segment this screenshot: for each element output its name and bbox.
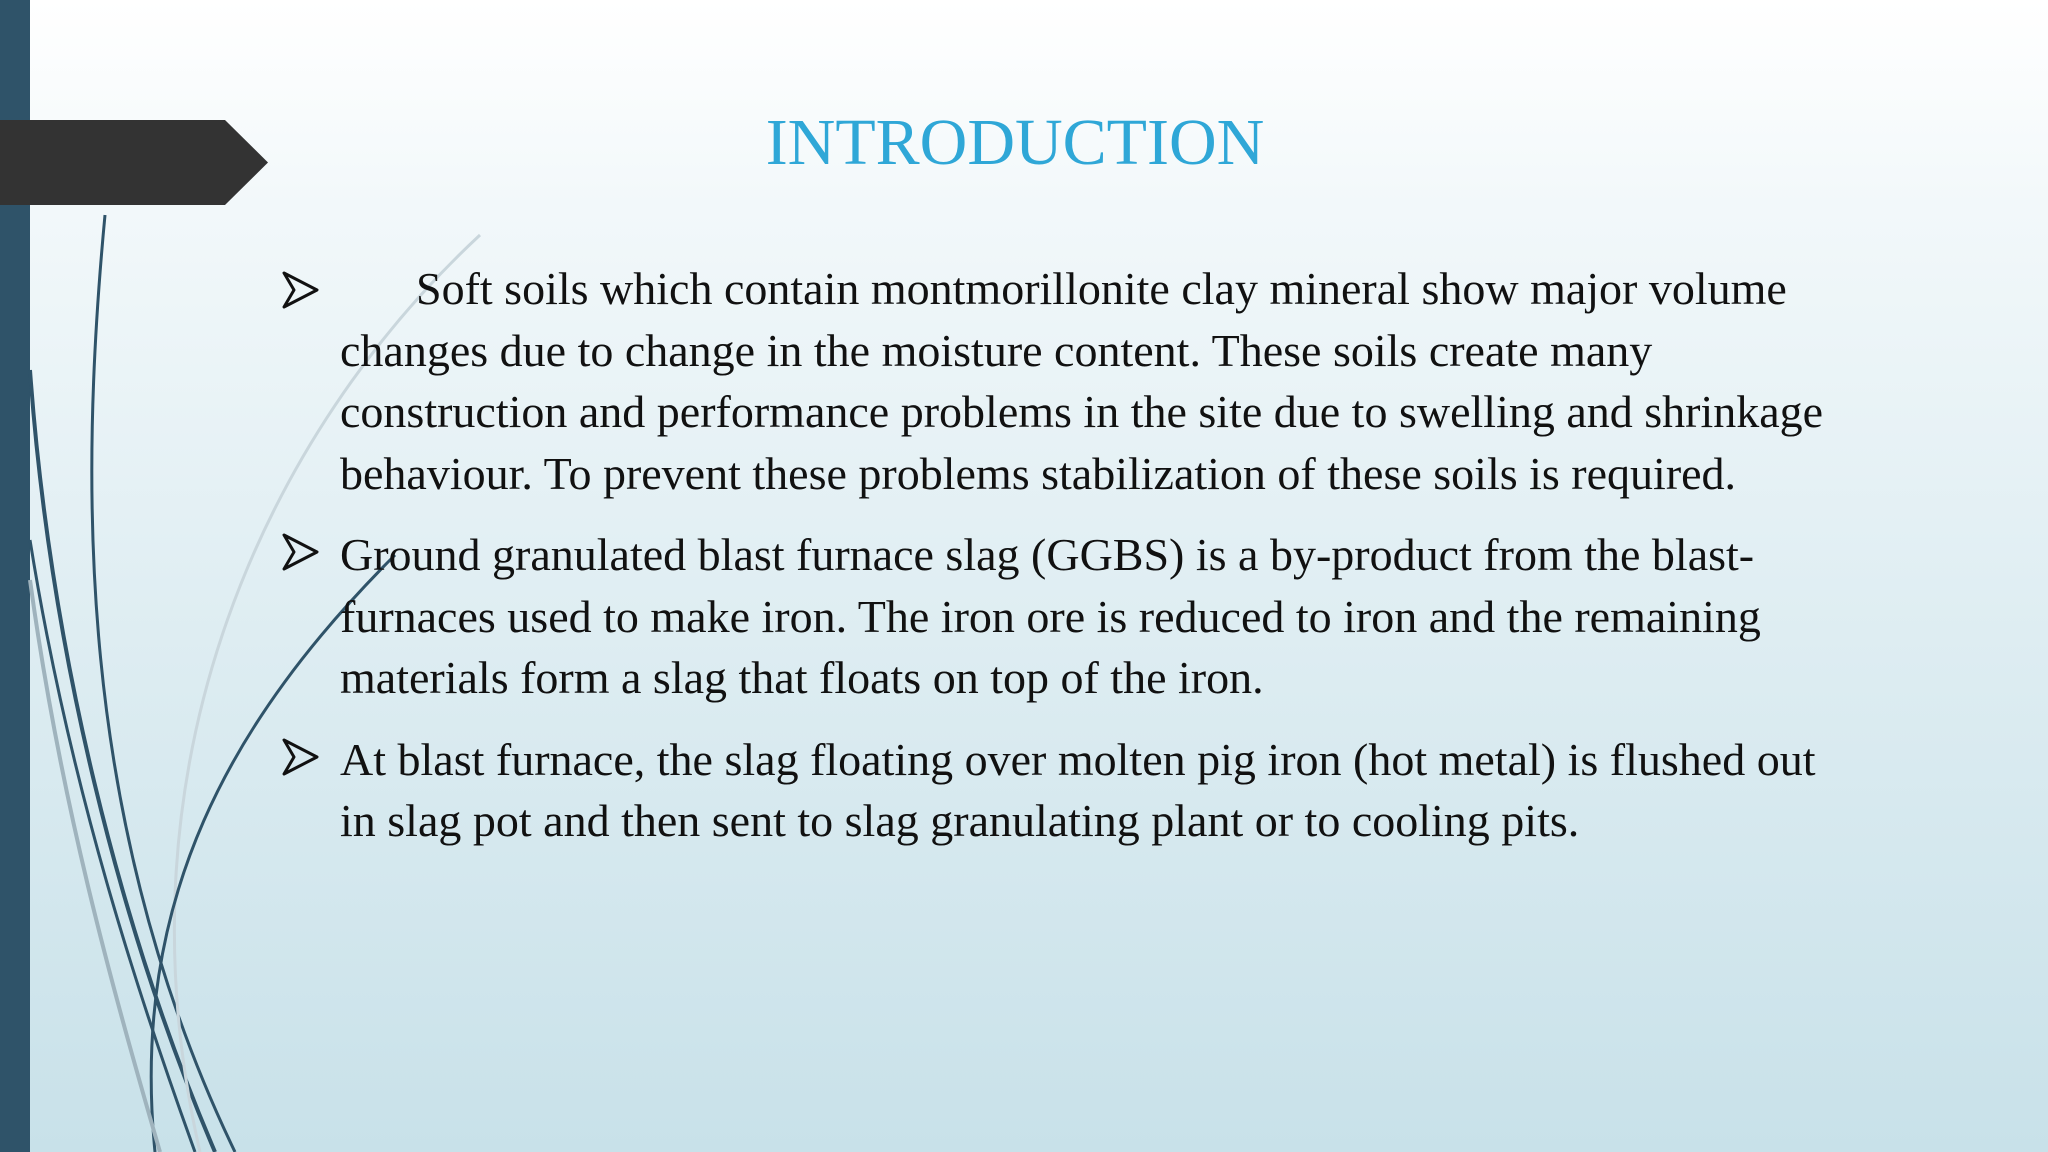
bullet-item <box>282 524 1862 709</box>
title-pointer-tab <box>0 120 268 205</box>
slide-title: INTRODUCTION <box>765 106 1265 179</box>
bullet-text: Soft soils which contain montmorillonite clay mineral show major volume changes due to change in the moisture content. These soils create many construction and performance problems in the site due to swelling and shrinkage behaviour. To prevent these problems stabilization of these soils is required. <box>340 263 1824 499</box>
bullet-item <box>282 258 1862 504</box>
bullet-text: Ground granulated blast furnace slag (GGBS) is a by-product from the blast-furnaces used to make iron. The iron ore is reduced to iron and the remaining materials form a slag that floats on top of the iron. <box>340 529 1761 703</box>
arrowhead-bullet-icon <box>282 270 320 310</box>
arrowhead-bullet-icon <box>282 737 320 777</box>
bullet-item <box>282 729 1862 852</box>
arrowhead-bullet-icon <box>282 532 320 572</box>
bullet-text: At blast furnace, the slag floating over molten pig iron (hot metal) is flushed out in slag pot and then sent to slag granulating plant or to cooling pits. <box>340 733 1816 846</box>
bullet-list <box>282 258 1862 852</box>
